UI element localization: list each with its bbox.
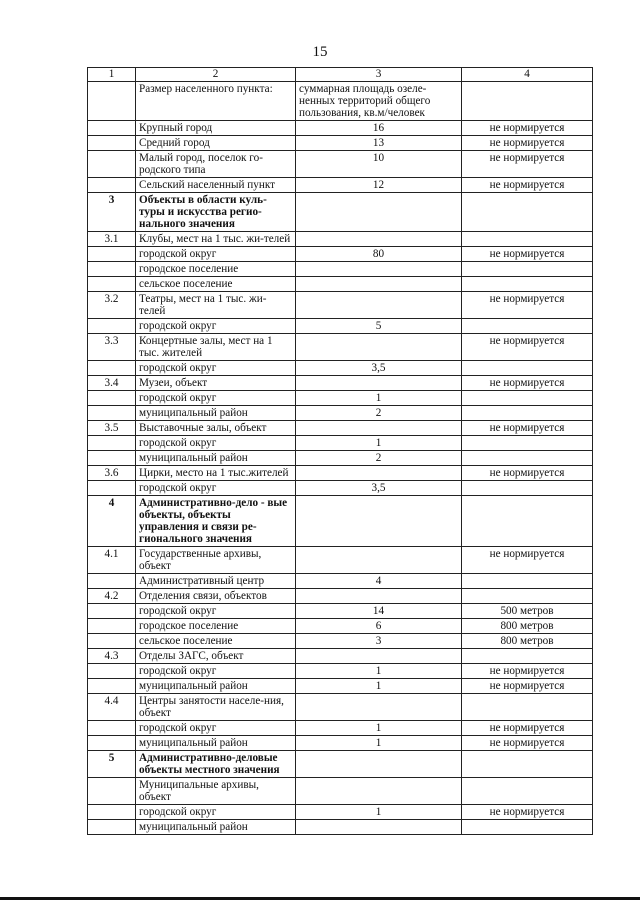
table-row: [88, 619, 593, 634]
norm-value: 1: [296, 721, 462, 736]
table-row: [88, 334, 593, 361]
item-number: 3.2: [88, 292, 136, 319]
table-row: [88, 451, 593, 466]
item-name: Центры занятости населе-ния, объект: [136, 694, 296, 721]
item-number: 4.3: [88, 649, 136, 664]
accessibility-value: [462, 496, 593, 547]
table-row: [88, 751, 593, 778]
header-cell: 4: [462, 68, 593, 82]
accessibility-value: [462, 451, 593, 466]
table-row: [88, 634, 593, 649]
accessibility-value: 500 метров: [462, 604, 593, 619]
table-row: [88, 694, 593, 721]
norm-value: 12: [296, 178, 462, 193]
accessibility-value: [462, 436, 593, 451]
item-name: городской округ: [136, 391, 296, 406]
accessibility-value: [462, 574, 593, 589]
norm-value: 16: [296, 121, 462, 136]
item-number: [88, 121, 136, 136]
accessibility-value: не нормируется: [462, 721, 593, 736]
accessibility-value: не нормируется: [462, 334, 593, 361]
accessibility-value: не нормируется: [462, 466, 593, 481]
norm-value: 3,5: [296, 361, 462, 376]
norm-value: 2: [296, 451, 462, 466]
item-name: городской округ: [136, 481, 296, 496]
norm-value: [296, 292, 462, 319]
table-row: [88, 496, 593, 547]
table-row: [88, 136, 593, 151]
table-row: [88, 193, 593, 232]
item-name: городской округ: [136, 361, 296, 376]
item-name: Средний город: [136, 136, 296, 151]
item-number: 4.2: [88, 589, 136, 604]
item-name: Административный центр: [136, 574, 296, 589]
table-row: [88, 589, 593, 604]
norm-value: 1: [296, 391, 462, 406]
norm-value: 2: [296, 406, 462, 421]
item-name: муниципальный район: [136, 406, 296, 421]
norm-value: [296, 466, 462, 481]
norm-value: [296, 778, 462, 805]
norms-table: [87, 67, 593, 835]
norm-value: 1: [296, 736, 462, 751]
table-row: [88, 664, 593, 679]
item-number: [88, 451, 136, 466]
item-number: [88, 247, 136, 262]
item-number: [88, 805, 136, 820]
norm-value: [296, 547, 462, 574]
norm-value: [296, 277, 462, 292]
table-row: [88, 292, 593, 319]
accessibility-value: [462, 232, 593, 247]
item-number: [88, 391, 136, 406]
norm-value: 6: [296, 619, 462, 634]
norm-value: 3: [296, 634, 462, 649]
accessibility-value: 800 метров: [462, 619, 593, 634]
norm-value: 10: [296, 151, 462, 178]
norm-value: [296, 649, 462, 664]
accessibility-value: не нормируется: [462, 178, 593, 193]
item-name: Музеи, объект: [136, 376, 296, 391]
item-name: сельское поселение: [136, 277, 296, 292]
accessibility-value: [462, 319, 593, 334]
header-cell: 3: [296, 68, 462, 82]
page-number: 15: [312, 44, 328, 60]
table-row: [88, 232, 593, 247]
item-name: Цирки, место на 1 тыс.жителей: [136, 466, 296, 481]
accessibility-value: не нормируется: [462, 805, 593, 820]
accessibility-value: не нормируется: [462, 421, 593, 436]
item-number: [88, 178, 136, 193]
item-number: [88, 319, 136, 334]
norm-value: [296, 421, 462, 436]
item-number: 4.4: [88, 694, 136, 721]
norm-value: [296, 751, 462, 778]
item-name: Муниципальные архивы, объект: [136, 778, 296, 805]
item-number: 3: [88, 193, 136, 232]
accessibility-value: не нормируется: [462, 679, 593, 694]
table-row: [88, 151, 593, 178]
table-row: [88, 319, 593, 334]
item-name: городской округ: [136, 721, 296, 736]
table-row: [88, 721, 593, 736]
item-name: городской округ: [136, 604, 296, 619]
accessibility-value: [462, 406, 593, 421]
table-row: [88, 778, 593, 805]
table-row: [88, 178, 593, 193]
item-number: [88, 136, 136, 151]
item-number: [88, 820, 136, 835]
table-header-row: [88, 68, 593, 82]
table-row: [88, 262, 593, 277]
table-row: [88, 421, 593, 436]
accessibility-value: 800 метров: [462, 634, 593, 649]
item-number: [88, 361, 136, 376]
item-name: городской округ: [136, 664, 296, 679]
item-number: [88, 679, 136, 694]
item-name: Сельский населенный пункт: [136, 178, 296, 193]
item-number: 3.6: [88, 466, 136, 481]
accessibility-value: [462, 391, 593, 406]
item-number: [88, 262, 136, 277]
norm-value: 1: [296, 679, 462, 694]
accessibility-value: не нормируется: [462, 136, 593, 151]
accessibility-value: [462, 589, 593, 604]
accessibility-value: [462, 751, 593, 778]
accessibility-value: не нормируется: [462, 151, 593, 178]
table-row: [88, 604, 593, 619]
norm-value: [296, 193, 462, 232]
norm-value: 80: [296, 247, 462, 262]
norm-value: 1: [296, 805, 462, 820]
item-name: Клубы, мест на 1 тыс. жи-телей: [136, 232, 296, 247]
norm-value: [296, 589, 462, 604]
norm-value: 1: [296, 664, 462, 679]
item-name: Административно-дело - вые объекты, объекты управления и связи ре-гионального значения: [136, 496, 296, 547]
table-row: [88, 679, 593, 694]
accessibility-value: [462, 361, 593, 376]
accessibility-value: не нормируется: [462, 547, 593, 574]
item-number: 3.1: [88, 232, 136, 247]
table-row: [88, 805, 593, 820]
item-number: 3.3: [88, 334, 136, 361]
table-row: [88, 466, 593, 481]
norm-value: [296, 496, 462, 547]
item-name: городской округ: [136, 805, 296, 820]
item-number: [88, 82, 136, 121]
item-number: [88, 721, 136, 736]
accessibility-value: [462, 82, 593, 121]
accessibility-value: не нормируется: [462, 664, 593, 679]
item-name: Отделы ЗАГС, объект: [136, 649, 296, 664]
item-number: [88, 604, 136, 619]
item-name: Административно-деловые объекты местного значения: [136, 751, 296, 778]
table-row: [88, 391, 593, 406]
item-number: [88, 736, 136, 751]
accessibility-value: не нормируется: [462, 736, 593, 751]
accessibility-value: [462, 694, 593, 721]
item-number: [88, 778, 136, 805]
table-row: [88, 277, 593, 292]
norm-value: [296, 232, 462, 247]
table-row: [88, 547, 593, 574]
table-row: [88, 376, 593, 391]
table-row: [88, 406, 593, 421]
header-cell: 2: [136, 68, 296, 82]
item-number: [88, 574, 136, 589]
accessibility-value: [462, 820, 593, 835]
item-name: муниципальный район: [136, 679, 296, 694]
item-number: 3.4: [88, 376, 136, 391]
item-name: Размер населенного пункта:: [136, 82, 296, 121]
item-number: 4: [88, 496, 136, 547]
item-name: городской округ: [136, 247, 296, 262]
norm-value: [296, 262, 462, 277]
norm-value: 4: [296, 574, 462, 589]
norm-value: [296, 334, 462, 361]
table-row: [88, 82, 593, 121]
item-name: Театры, мест на 1 тыс. жи-телей: [136, 292, 296, 319]
table-row: [88, 361, 593, 376]
table-row: [88, 736, 593, 751]
norm-value: 1: [296, 436, 462, 451]
item-number: 3.5: [88, 421, 136, 436]
table-row: [88, 247, 593, 262]
norm-value: [296, 820, 462, 835]
item-name: сельское поселение: [136, 634, 296, 649]
table-row: [88, 649, 593, 664]
item-name: муниципальный район: [136, 451, 296, 466]
item-number: [88, 634, 136, 649]
item-name: городское поселение: [136, 262, 296, 277]
accessibility-value: не нормируется: [462, 247, 593, 262]
accessibility-value: не нормируется: [462, 292, 593, 319]
item-number: [88, 619, 136, 634]
item-name: городской округ: [136, 319, 296, 334]
item-name: муниципальный район: [136, 820, 296, 835]
item-name: городской округ: [136, 436, 296, 451]
accessibility-value: [462, 193, 593, 232]
item-number: [88, 406, 136, 421]
norm-value: 3,5: [296, 481, 462, 496]
accessibility-value: не нормируется: [462, 376, 593, 391]
item-number: [88, 277, 136, 292]
item-name: Выставочные залы, объект: [136, 421, 296, 436]
item-name: Крупный город: [136, 121, 296, 136]
accessibility-value: [462, 778, 593, 805]
scan-edge-line: [0, 897, 640, 900]
norm-value: 13: [296, 136, 462, 151]
item-name: Объекты в области куль-туры и искусства регио-нального значения: [136, 193, 296, 232]
norm-value: суммарная площадь озеле-ненных территорий общего пользования, кв.м/человек: [296, 82, 462, 121]
item-number: [88, 436, 136, 451]
norm-value: 5: [296, 319, 462, 334]
norm-value: [296, 376, 462, 391]
table-row: [88, 481, 593, 496]
accessibility-value: [462, 481, 593, 496]
item-name: муниципальный район: [136, 736, 296, 751]
accessibility-value: [462, 649, 593, 664]
item-name: Малый город, поселок го-родского типа: [136, 151, 296, 178]
norm-value: [296, 694, 462, 721]
item-name: городское поселение: [136, 619, 296, 634]
header-cell: 1: [88, 68, 136, 82]
item-number: 4.1: [88, 547, 136, 574]
item-number: 5: [88, 751, 136, 778]
item-name: Отделения связи, объектов: [136, 589, 296, 604]
norm-value: 14: [296, 604, 462, 619]
accessibility-value: не нормируется: [462, 121, 593, 136]
item-number: [88, 664, 136, 679]
accessibility-value: [462, 262, 593, 277]
item-number: [88, 481, 136, 496]
table-row: [88, 820, 593, 835]
item-name: Концертные залы, мест на 1 тыс. жителей: [136, 334, 296, 361]
table-row: [88, 121, 593, 136]
item-number: [88, 151, 136, 178]
table-row: [88, 574, 593, 589]
item-name: Государственные архивы, объект: [136, 547, 296, 574]
table-row: [88, 436, 593, 451]
accessibility-value: [462, 277, 593, 292]
